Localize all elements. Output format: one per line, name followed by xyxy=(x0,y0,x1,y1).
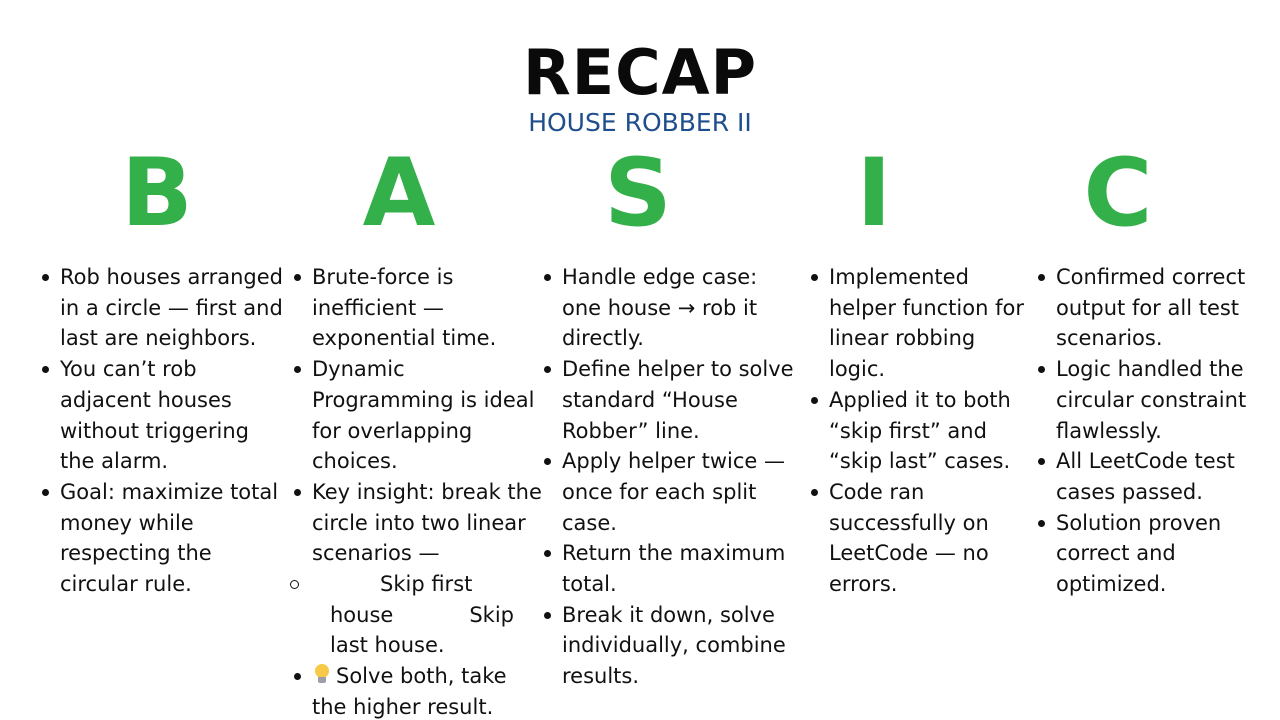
bullet-list xyxy=(40,262,285,600)
list-item: Rob houses arranged in a circle — first and last are neighbors. xyxy=(40,262,285,354)
list-item: Goal: maximize total money while respecting the circular rule. xyxy=(40,477,285,600)
list-item: Apply helper twice — once for each split case. xyxy=(542,446,802,538)
list-item-tip xyxy=(292,661,542,720)
sub-list-item xyxy=(292,569,542,661)
list-item: You can’t rob adjacent houses without triggering the alarm. xyxy=(40,354,285,477)
list-item: All LeetCode test cases passed. xyxy=(1036,446,1270,507)
hollow-bullet-icon xyxy=(290,580,299,589)
column-s xyxy=(542,262,802,692)
list-item: Code ran successfully on LeetCode — no errors. xyxy=(809,477,1031,600)
letter-i: I xyxy=(856,139,892,248)
list-item: Define helper to solve standard “House Robber” line. xyxy=(542,354,802,446)
list-item: Solution proven correct and optimized. xyxy=(1036,508,1270,600)
sub-item-last-house: last house. xyxy=(330,633,445,658)
sub-item-house: house xyxy=(330,602,394,627)
letter-b: B xyxy=(121,139,193,248)
list-item: Return the maximum total. xyxy=(542,538,802,599)
list-item: Implemented helper function for linear robbing logic. xyxy=(809,262,1031,385)
letter-c: C xyxy=(1083,139,1153,248)
column-a xyxy=(292,262,542,720)
letter-a: A xyxy=(362,139,436,248)
sub-item-skip-first: Skip first xyxy=(380,572,473,597)
list-item: Logic handled the circular constraint flawlessly. xyxy=(1036,354,1270,446)
column-c xyxy=(1036,262,1270,600)
lightbulb-icon xyxy=(312,664,332,686)
list-item: Brute-force is inefficient — exponential time. xyxy=(292,262,542,354)
sub-item-skip: Skip xyxy=(469,602,514,627)
list-item: Handle edge case: one house → rob it directly. xyxy=(542,262,802,354)
column-i xyxy=(809,262,1031,600)
bullet-list xyxy=(809,262,1031,600)
slide-title: RECAP xyxy=(522,36,758,109)
sub-item-line xyxy=(330,600,542,631)
list-item: Applied it to both “skip first” and “skip last” cases. xyxy=(809,385,1031,477)
bullet-list xyxy=(292,262,542,720)
tip-text: Solve both, take the higher result. xyxy=(312,664,507,719)
slide-subtitle: HOUSE ROBBER II xyxy=(528,108,752,137)
list-item: Key insight: break the circle into two linear scenarios — xyxy=(292,477,542,569)
letter-s: S xyxy=(604,139,672,248)
list-item: Dynamic Programming is ideal for overlapping choices. xyxy=(292,354,542,477)
list-item: Break it down, solve individually, combine results. xyxy=(542,600,802,692)
column-b xyxy=(40,262,285,600)
bullet-list xyxy=(1036,262,1270,600)
bullet-list xyxy=(542,262,802,692)
list-item: Confirmed correct output for all test scenarios. xyxy=(1036,262,1270,354)
